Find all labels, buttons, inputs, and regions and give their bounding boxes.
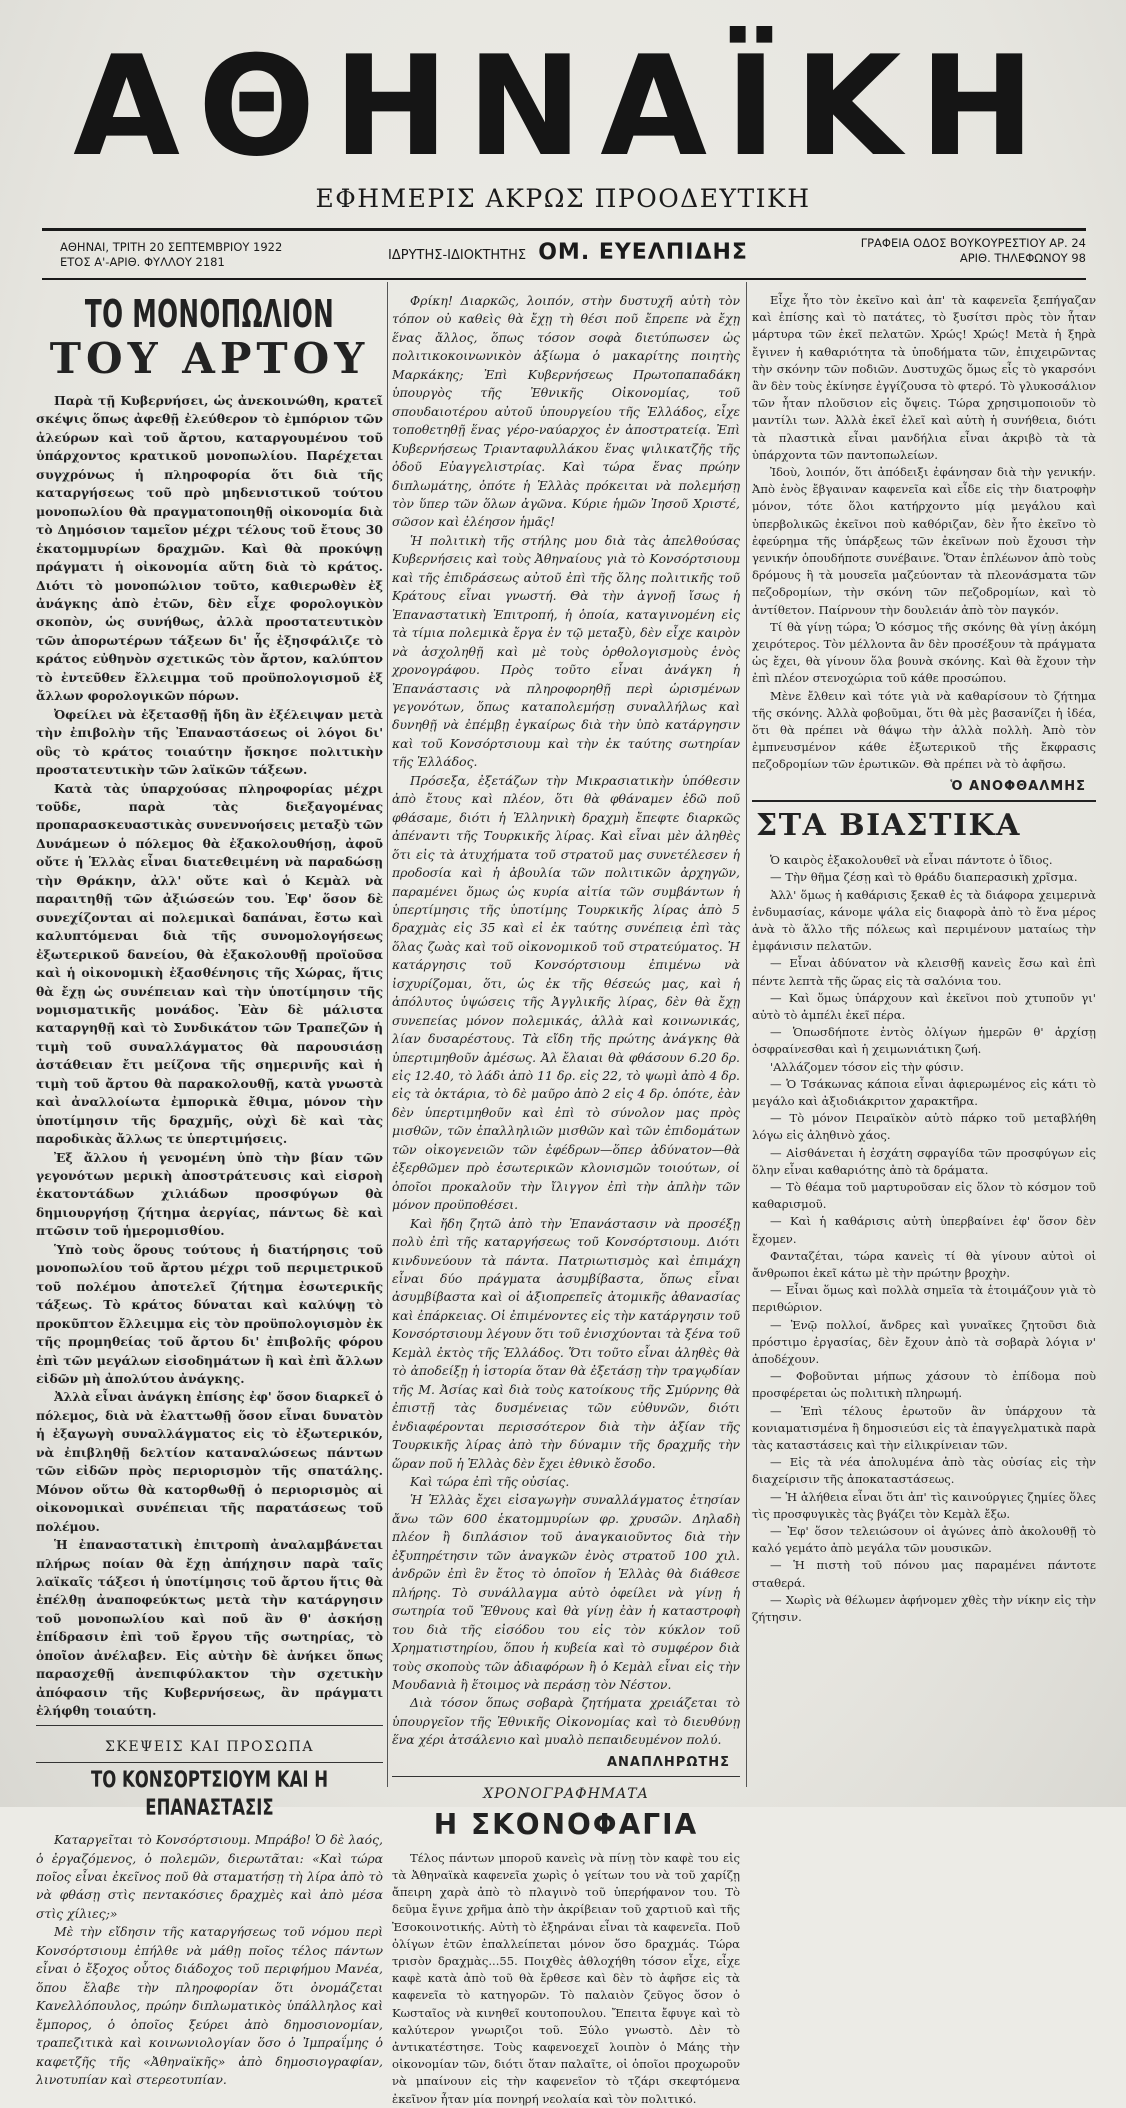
article4-item: Φανταζέται, τώρα κανεὶς τί θὰ γίνουν αὐτοὶ οἱ ἄνθρωποι ἐκεῖ κάτω μὲ τὴν πρώτην βροχὴν. — [752, 1248, 1096, 1281]
column-divider-2 — [746, 282, 747, 1787]
article4-item: — Ἡ πιστὴ τοῦ πόνου μας παραμένει πάντοτε σταθερά. — [752, 1558, 1096, 1590]
column-1 — [36, 292, 383, 2089]
article2-paragraph: Διὰ τόσον ὅπως σοβαρὰ ζητήματα χρειάζεται τὸ ὑπουργεῖον τῆς Ἐθνικῆς Οἰκονομίας καὶ τὸ διευθύνῃ ἕνα χέρι ἀτσάλενιο καὶ μυαλὸ πεπαιδευμένον πολύ. — [392, 1695, 740, 1748]
article2-paragraph: Μὲ τὴν εἴδησιν τῆς καταργήσεως τοῦ νόμου περὶ Κονσόρτσιουμ ἐπήλθε νὰ μάθῃ ποῖος τέλος πάντων εἶναι ὁ ἔξοχος οὗτος διάδοχος τοῦ περιφήμου Μανέα, ὅπου ἔλαβε τὴν πληροφορίαν ὅτι ὀνομάζεται Κανελλόπουλος, πρώην διπλωματικὸς ὑπάλληλος καὶ ἔμπορος, ὁ ὁποῖος ξεύρει ἀπὸ δημοσιονομίαν, τραπεζιτικὰ καὶ κοινωνιολογίαν ὅσο ὁ Ἰμπραΐμης ὁ καφετζῆς τῆς «Ἀθηναϊκῆς» ἀπὸ δημοσιογραφίαν, λινοτυπίαν καὶ στερεοτυπίαν. — [36, 1924, 383, 2087]
office-block — [861, 236, 1086, 266]
divider — [36, 1725, 383, 1726]
divider — [752, 800, 1096, 802]
article2-paragraph: Καὶ ἤδη ζητῶ ἀπὸ τὴν Ἐπανάστασιν νὰ προσέξῃ πολὺ ἐπὶ τῆς καταργήσεως τοῦ Κονσόρτσιουμ. Διότι κινδυνεύουν τὰ πάντα. Πατριωτισμὸς καὶ ἐπιμάχη εἶναι δύο πράγματα ἀσυμβίβαστα, ὅπως εἶναι ἀσυμβίβαστα καὶ οἱ ἀξιοπρεπεῖς ἀτομικῆς ἀθανασίας καὶ ἐπάρκειας. Οἱ ἐπιμένοντες εἰς τὴν κατάργησιν τοῦ Κονσόρτσιουμ λέγουν ὅτι τοῦ ἐνισχύονται τὰ ξένα τοῦ Κεμὰλ ἐκτὸς τῆς Ἑλλάδος. Ὅτι τοῦτο εἶναι ἀληθὲς θὰ τὸ ἀποδείξῃ ἡ ἱστορία ὅταν θὰ ἐξετάσῃ τὴν τραγῳδίαν τῆς Μ. Ἀσίας καὶ διὰ τοὺς κατοίκους τῆς Σμύρνης θὰ ἐπιστῇ τὰς δυσμένειας τῶν εὐθυνῶν, διότι ἐνδιαφέρονται περισσότερον διὰ τὴν ἀξίαν τῆς Τουρκικῆς λίρας ἀπὸ τὴν δύναμιν τῆς δραχμῆς τὴν ὥραν ποῦ ἡ Ἑλλὰς δὲν ἔχει ἐθνικὸ ἔσοδο. — [392, 1215, 740, 1471]
article3-title: Η ΣΚΟΝΟΦΑΓΙΑ — [433, 1807, 699, 1841]
article3-paragraph: Τί θὰ γίνῃ τώρα; Ὁ κόσμος τῆς σκόνης θὰ γίνῃ ἀκόμη χειρότερος. Τὸν μέλλοντα ἂν δὲν προσέξουν τὰ πράγματα ὡς ἔχει, θὰ γίνουν ὅλα βουνὰ σκόνης. Καὶ θὰ ἔχουν τὴν ἐπὶ πλέον στενοχώρια τοῦ κάθε προσώπου. — [752, 619, 1096, 686]
article1-paragraph: Παρὰ τῇ Κυβερνήσει, ὡς ἀνεκοινώθη, κρατεῖ σκέψις ὅπως ἀφεθῇ ἐλεύθερον τὸ ἐμπόριον τῶν ἀλεύρων καὶ τοῦ ἄρτου, καταργουμένου τοῦ ὑπάρχοντος κρατικοῦ μονοπωλίου. Παρέχεται συγχρόνως ἡ πληροφορία ὅτι διὰ τῆς καταργήσεως τοῦ πρὸ μηδενιστικοῦ τούτου μονοπωλίου θὰ πραγματοποιηθῇ οἰκονομία διὰ τὸ Δημόσιον ταμεῖον μέχρι τέλους τοῦ ἔτους 30 ἑκατομμυρίων δραχμῶν. Καὶ θὰ προκύψῃ πράγματι ἡ οἰκονομία αὕτη διὰ τὸ κράτος. Διότι τὸ μονοπώλιον τοῦτο, καθιερωθὲν ἐξ ἀνάγκης ἀπὸ ἐτῶν, δὲν εἶχε φορολογικὸν σκοπὸν, ὡς συνήθως, ἀλλὰ προστατευτικὸν τῶν ἀπορωτέρων τάξεων δι' ἧς ἐξησφάλιζε τὸ κράτος εὐθηνὸν σχετικῶς τὸν ἄρτον, καλύπτον τὸ ἐντεῦθεν ἔλλειμμα τοῦ προϋπολογισμοῦ ἐξ ἄλλων φορολογικῶν πόρων. — [36, 393, 383, 704]
office-line: ΓΡΑΦΕΙΑ ΟΔΟΣ ΒΟΥΚΟΥΡΕΣΤΙΟΥ ΑΡ. 24 — [860, 236, 1086, 250]
article2-title: ΤΟ ΚΟΝΣΟΡΤΣΙΟΥΜ ΚΑΙ Η ΕΠΑΝΑΣΤΑΣΙΣ — [90, 1768, 329, 1822]
article3-paragraph: Τέλος πάντων μποροῦ κανεὶς νὰ πίνῃ τὸν καφὲ του εἰς τὰ Ἀθηναϊκὰ καφενεῖα χωρὶς ὁ γείτων του νὰ τοῦ χαρίζῃ ἄπειρη χαρὰ ἀπὸ τὸ πλαγινὸ τοῦ ὑπερήφανον του. Τὸ δεῦμα ἔγινε χρῆμα ἀπὸ τὴν ἀκρίβειαν τοῦ χαρτιοῦ καὶ τῆς Ἐσοκοινοτικής. Αὐτὴ τὸ ἐξηράναι εἶναι τὰ καφενεῖα. Ποῦ ὀλίγων ἐτῶν ἐπαλλείπεται μόνον ὅσο δραχμάς. Τώρα τρισὸν δραχμὰς...55. Ποιχθὲς ἀθλοχήθη τόσον εἶχε, εἶχε καφὲ κατὰ ἀπὸ τοῦ θὰ ἔρθεσε καὶ δὲν τὸ ἀφῆσε εἰς τὰ καφενεῖα τὸ κατηγορῶν. Τὸ παλαιὸν ζεῦγος ὅσον ὁ Κωσταῖος νὰ κινηθεῖ κουτοπουλου. Ἔπειτα ἔφυγε καὶ τὸ καλύτερον γνωριζοι τοῦ. Ξύλο γνωστὸ. Δὲν τὸ ἀντικατέστησε. Τοὺς καφενοεχεῖ λοιπὸν ὁ Μάης τὴν οἰκονομίαν τῶν, διότι ὅταν παλαῖτε, οἱ ὁποῖοι προχωροῦν νὰ μπαίνουν εἰς τὴν καφενεῖον τὸ τζάρι σκεφτόμενα ἐκεῖνον ἦταν μία πονηρή νεολαία καὶ τὸν πολιτικό. — [392, 1850, 740, 2106]
article4-body — [752, 852, 1096, 1626]
article3-paragraph: Ἰδοὺ, λοιπόν, ὅτι ἀπόδειξι ἐφάνησαν διὰ τὴν γενικήν. Ἀπὸ ἑνὸς ἔβγαιναν καφενεῖα καὶ εἶδε εἰς τὴν διατροφὴν μόνον, τότε ὅλοι κατήρχοντο μίᾳ μεγάλου καὶ ὑπερβολικῶς ἐκεῖνοι ποὺ καθόριζαν, δὲν ἦτο ἐκεῖνο τὸ ἐφεύρημα τῆς ὑπάρξεως τῶν ἐκεῖνων ποὺ ἔχουσι τὴν γενικήν ὁπουδήποτε συνέβαινε. Ὅταν ἐπλέωνον ἀπὸ τοὺς δρόμους ἢ τὰ μουσεῖα μαζεύονταν τὰ πλεονάσματα τῶν πεζοδρομίων, τὴν σκόνη τῶν πεζοδρομίων, καὶ τὸ ἀντίθετον. Παίρνουν τὴν δουλειάν ἀπὸ τὸν παγκόν. — [752, 465, 1096, 617]
article4-item: — Τὸ θέαμα τοῦ μαρτυροῦσαν εἰς ὅλον τὸ κόσμον τοῦ καθαρισμοῦ. — [752, 1180, 1096, 1212]
article3-signature: Ὁ ΑΝΟΦΘΑΛΜΗΣ — [950, 778, 1086, 794]
article1-paragraph: Ὑπὸ τοὺς ὅρους τούτους ἡ διατήρησις τοῦ μονοπωλίου τοῦ ἄρτου μέχρι τοῦ περιμετρικοῦ τοῦ πολέμου ἀποτελεῖ ζήτημα ἐσωτερικῆς τάξεως. Τὸ κράτος δύναται καὶ καλύψῃ τὸ προκῦπτον ἔλλειμμα εἰς τὸν προϋπολογισμὸν ἐκ τῆς προμηθείας τοῦ ἄρτου δι' ἐπιβολῆς φόρου ἐπὶ τῶν μεγάλων εἰσοδημάτων ἢ καὶ ἐπὶ ἄλλων εἰδῶν μὴ ἀπολύτου ἀνάγκης. — [36, 1241, 383, 1387]
founder-block — [388, 240, 748, 265]
article4-item: Ἀλλ' ὅμως ἡ καθάρισις ξεκαθ ἐς τὰ διάφορα χειμερινὰ ἐνδυμασίας, κάνομε ψάλα εἰς διαφορὰ ἀπὸ τὸ ἕνα μέρος ἀνὰ τὸ ἄλλο τῆς πόλεως καὶ περιμένουν ματαίως τὴν ἐμφάνισιν πελατῶν. — [752, 887, 1096, 954]
section-label: ΣΚΕΨΕΙΣ ΚΑΙ ΠΡΟΣΩΠΑ — [105, 1738, 314, 1755]
article4-item: — Εἰς τὰ νέα ἀπολυμένα ἀπὸ τὰς οὐσίας εἰς τὴν διαχείρισιν τῆς ἀποκαταστάσεως. — [752, 1455, 1096, 1487]
article2-paragraph: Καταργεῖται τὸ Κονσόρτσιουμ. Μπράβο! Ὁ δὲ λαός, ὁ ἐργαζόμενος, ὁ πολεμῶν, διερωτᾶται: «Καὶ τώρα ποῖος εἶναι ἐκεῖνος ποῦ θὰ σταματήσῃ τὴ λίρα ἀπὸ τὸ νὰ φθάσῃ στὶς πεντακόσιες δραχμὲς καὶ ἀπὸ μέσα στὶς χίλιες;» — [36, 1832, 383, 1921]
column-2 — [392, 292, 740, 2108]
column-divider-1 — [387, 282, 388, 1787]
article1-title-line2: ΤΟΥ ΑΡΤΟΥ — [49, 334, 370, 383]
article4-item: — Ὁπωσδήποτε ἐντὸς ὀλίγων ἡμερῶν θ' ἀρχίσῃ ὀσφραίνεσθαι καὶ ἡ χειμωνιάτικη ζωή. — [752, 1025, 1096, 1057]
article1-body — [36, 392, 383, 1721]
article3-body-start — [392, 1850, 740, 2108]
article4-item: — Ἡ ἀλήθεια εἶναι ὅτι ἀπ' τὶς καινούργιες ζημίες ὅλες τὶς προσφυγικὲς τὰς βγάζει τὸν Κεμὰλ ἔξω. — [752, 1489, 1096, 1521]
article3-label: ΧΡΟΝΟΓΡΑΦΗΜΑΤΑ — [483, 1786, 649, 1803]
article2-signature: ΑΝΑΠΛΗΡΩΤΗΣ — [606, 1754, 730, 1770]
article2-body-start — [36, 1831, 383, 2089]
article4-item: Ὁ καιρὸς ἐξακολουθεῖ νὰ εἶναι πάντοτε ὁ ἴδιος. — [770, 853, 1053, 868]
column-3 — [752, 292, 1096, 1626]
founder-label: ΙΔΡΥΤΗΣ-ΙΔΙΟΚΤΗΤΗΣ — [388, 248, 527, 263]
article4-item: — Αἰσθάνεται ἡ ἐσχάτη σφραγίδα τῶν προσφύγων εἰς ὅλην εἶναι καθαριότης ἀπὸ τὰ δράματα. — [752, 1145, 1096, 1177]
article4-item: — Τὴν θῆμα ζέσῃ καὶ τὸ θράδυ διαπερασικὴ χρῖσμα. — [770, 870, 1078, 885]
article4-item: — Ἐπὶ τέλους ἐρωτοῦν ἂν ὑπάρχουν τὰ κονιαματισμένα ἢ δημοσιεύσι εἰς τὰ ἐπαγγελματικὰ παρὰ τὰς καταστάσεις καὶ τὴν εἰλικρίνειαν τῶν. — [752, 1403, 1096, 1453]
article4-item: — Ὁ Τσάκωνας κάποια εἶναι ἀφιερωμένος εἰς κάτι τὸ μεγάλο καὶ ἀξιοδιάκριτον χαρακτῆρα. — [752, 1076, 1096, 1108]
article1-paragraph: Ἀλλὰ εἶναι ἀνάγκη ἐπίσης ἐφ' ὅσον διαρκεῖ ὁ πόλεμος, διὰ νὰ ἐλαττωθῇ ὅσον εἶναι δυνατὸν ἡ ἐξαγωγὴ συναλλάγματος εἰς τὸ ἐξωτερικόν, νὰ ἐπιβληθῇ δελτίον καταναλώσεως πάντων τῶν εἰδῶν πρὸς περιορισμὸν τῆς σπατάλης. Μόνον οὕτω θὰ κατορθωθῇ ὁ περιορισμὸς αἱ οἰκονομικαὶ συνέπειαι τῆς παρατάσεως τοῦ πολέμου. — [36, 1389, 383, 1534]
article4-title: ΣΤΑ ΒΙΑΣΤΙΚΑ — [756, 808, 1021, 844]
article1-paragraph: Ὀφείλει νὰ ἐξετασθῇ ἤδη ἂν ἐξέλειψαν μετὰ τὴν ἐπιβολὴν τῆς Ἐπαναστάσεως οἱ λόγοι δι' οὓς τὸ κράτος τοιαύτην ἤσκησε πολιτικὴν προστατευτικὴν τῶν λαϊκῶν τάξεων. — [36, 706, 383, 778]
article3-paragraph: Εἶχε ἦτο τὸν ἐκεῖνο καὶ ἀπ' τὰ καφενεῖα ξεπήγαζαν καὶ ἐπίσης καὶ τὸ πατάτες, τὸ ξυσίτσι πρὸς τὸν ἦταν μάρτυρα τῶν ἐκεῖ πελατῶν. Χρώς! Χρώς! Μετὰ ἡ ξηρὰ ἔγινεν ἡ καθαριότητα τὰ ὑποδήματα τῶν, ἐπιχειρῶντας τὴν σκόνην τῶν ποδιῶν. Δυστυχῶς ὅμως εἶς τὸ γκαρσόνι ἂν δὲν τοὺς ἐκίνησε ἐγγίζουσα τὸ φτερό. Τὸ γλυκοσάλιον τῶν ἦταν πλοῦσιον εἰς ὄψεις. Τώρα χρησιμοποιοῦν τὸ μαντίλι των. Ἀλλὰ ἐκεῖ ἐλεῖ καὶ αὐτὴ ἡ συνήθεια, διότι τὰ πλαστικὰ εἶναι μανδήλια εἶναι ἀκριβὸ τὰ τὰ ὑπάρχοντα τῶν παντοπωλείων. — [752, 293, 1096, 462]
issue-line: ΕΤΟΣ Α'-ΑΡΙΘ. ΦΥΛΛΟΥ 2181 — [60, 255, 225, 269]
phone-line: ΑΡΙΘ. ΤΗΛΕΦΩΝΟΥ 98 — [959, 251, 1086, 265]
masthead-rule-bottom — [42, 278, 1086, 280]
article4-item: — Εἶναι ὅμως καὶ πολλὰ σημεῖα τὰ ἑτοιμάζουν γιὰ τὸ περιθώριον. — [752, 1283, 1096, 1315]
article4-item: 'Αλλάζομεν τόσον εἰς τὴν φύσιν. — [770, 1059, 964, 1074]
article4-item: — Ἐνῷ πολλοί, ἄνδρες καὶ γυναῖκες ζητοῦσι διὰ πρόστιμο ἐργασίας, δὲν ἔχουν ἀπὸ τὰ σοβαρὰ λόγια ν' ἀποδέχουν. — [752, 1317, 1096, 1367]
article1-title-line1: ΤΟ ΜΟΝΟΠΩΛΙΟΝ — [84, 292, 335, 336]
article4-item: — Καὶ ἡ καθάρισις αὐτὴ ὑπερβαίνει ἐφ' ὅσον δὲν ἔχομεν. — [752, 1214, 1096, 1246]
article3-paragraph: Μὲνε ἔλθειν καὶ τότε γιὰ νὰ καθαρίσουν τὸ ζήτημα τῆς σκόνης. Ἀλλὰ φοβοῦμαι, ὅτι θὰ μὲς βασανίζει ἡ ἰδέα, ὅτι θὰ πρέπει νὰ θάψω τὴν ἀλλὰ πολλὴ. Ἀπὸ τὸν ἐμπνευσμένον κάθε ἐξωτερικοῦ τῆς ἔκφρασις πεζοδρομίων τῶν ἐρωτικῶν. Θὰ πρέπει νὰ τὸ ἀφῆσω. — [752, 688, 1096, 772]
divider — [392, 1776, 740, 1777]
article2-paragraph: Ἡ πολιτικὴ τῆς στήλης μου διὰ τὰς ἀπελθούσας Κυβερνήσεις καὶ τοὺς Ἀθηναίους γιὰ τὸ Κονσόρτσιουμ καὶ τῆς ἐπιδράσεως αὐτοῦ ἐπὶ τῆς ὅλης πολιτικῆς τοῦ Κράτους εἶναι γνωστή. Θὰ τὴν ἀγνοῇ ἴσως ἡ Ἐπαναστατικὴ Ἐπιτροπή, ἡ ὁποία, καταγινομένη εἰς τὰ τίμια πολεμικὰ ἔργα ἐν τῷ μεταξὺ, δὲν εἶχε καιρὸν νὰ ἀσχοληθῇ καὶ μὲ τοὺς ὀρθολογισμοὺς ἑνὸς χρονογράφου. Πρὸς τοῦτο εἶναι ἀνάγκη ἡ Ἐπανάστασις νὰ πληροφορηθῇ περὶ ὡρισμένων γεγονότων, ὅπως καταπολεμήσῃ συναλλήλως καὶ δυνηθῇ νὰ ἐπέμβῃ ἐγκαίρως διὰ τὴν ὑπὸ κατάργησιν καὶ τοῦ Κονσόρτσιουμ καὶ τὴν ἐκ ταύτης σωτηρίαν τῆς Ἑλλάδος. — [392, 532, 740, 770]
article1-paragraph: Ἐξ ἄλλου ἡ γενομένη ὑπὸ τὴν βίαν τῶν γεγονότων μερικὴ ἀποστράτευσις καὶ εἰσροὴ ἑκατοντάδων χιλιάδων προσφύγων θὰ δημιουργήσῃ ζήτημα ἀεργίας, πάντως δὲ καὶ πτῶσιν τοῦ ἡμερομισθίου. — [36, 1149, 383, 1239]
founder-name: ΟΜ. ΕΥΕΛΠΙΔΗΣ — [538, 240, 748, 265]
article1-paragraph: Κατὰ τὰς ὑπαρχούσας πληροφορίας μέχρι τοῦδε, παρὰ τὰς διεξαγομένας προπαρασκευαστικὰς συνεννοήσεις μεταξὺ τῶν Δυνάμεων ὁ πόλεμος θὰ ἐξακολουθήσῃ, ἀφοῦ οὔτε ἡ Ἑλλὰς εἶναι διατεθειμένη νὰ παραδώσῃ τὴν Θράκην, ἀλλ' οὔτε καὶ ὁ Κεμὰλ νὰ παραιτηθῇ τῶν ἀξιώσεών του. Ἐφ' ὅσον δὲ συνεχίζονται αἱ πολεμικαὶ δαπάναι, ἔστω καὶ καλυπτόμεναι διὰ τῆς συνομολογήσεως ἐξωτερικοῦ δανείου, θὰ ἐξακολουθῇ προϊοῦσα καὶ ἡ οἰκονομικὴ ἐξασθένησις τῆς Χώρας, ἥτις θὰ ἔχῃ ὡς συνέπειαν καὶ τὴν ὑποτίμησιν τῆς νομισματικῆς μονάδος. Ἐὰν δὲ μάλιστα καταργηθῇ καὶ τὸ Συνδικάτον τῶν Τραπεζῶν ἡ τιμὴ τοῦ συναλλάγματος θὰ παρουσιάσῃ ἀστάθειαν ἔτι μείζονα τῆς σημερινῆς καὶ ἡ τιμὴ τοῦ ἄρτου θὰ παρακολουθῇ, κατὰ γνωστὰ καὶ ἀναλλοίωτα ἐμπορικὰ ἔθιμα, μόνον τὴν ὑποτίμησιν τῆς δραχμῆς, οὐχὶ δὲ καὶ τὰς παροδικὰς ἄλλως τε ὑπερτιμήσεις. — [36, 780, 383, 1147]
date-block — [60, 240, 282, 270]
article1-paragraph: Ἡ ἐπαναστατικὴ ἐπιτροπὴ ἀναλαμβάνεται πλήρως ποίαν θὰ ἔχῃ ἀπήχησιν παρὰ ταῖς λαϊκαῖς τάξεσι ἡ ὑποτίμησις τοῦ ἄρτου ἥτις θὰ ἐπέλθῃ ἀναποφεύκτως μετὰ τὴν κατάργησιν τοῦ μονοπωλίου καὶ ποῦ ἂν θ' ἀσκήσῃ ἐπίδρασιν ἐπὶ τοῦ ἔργου τῆς σωτηρίας, τὸ ὁποῖον ἀνέλαβεν. Εἰς αὐτὴν δὲ ἀνήκει ὅπως παρασχεθῇ ἀνεπιφύλακτον τὴν σχετικὴν ἀπόφασιν τῆς Κυβερνήσεως, ἂν πράγματι ἐλήφθη τοιαύτη. — [36, 1537, 383, 1719]
date-line: ΑΘΗΝΑΙ, ΤΡΙΤΗ 20 ΣΕΠΤΕΜΒΡΙΟΥ 1922 — [60, 240, 283, 254]
article2-paragraph: Φρίκη! Διαρκῶς, λοιπόν, στὴν δυστυχῆ αὐτὴ τὸν τόπον οὐ καθεὶς θὰ ἔχῃ τὴ θέσι ποῦ ἔπρεπε νὰ ἔχῃ ἕνας ἄλλος, ὅπως τόσον σοφὰ διετύπωσεν ὡς πολιτικοκοινωνικὸν ἀξίωμα ὁ μακαρίτης ποιητὴς Μαρκάκης; Ἐπὶ Κυβερνήσεως Πρωτοπαπαδάκη ὑπουργὸς τῆς Ἐθνικῆς Οἰκονομίας, τοῦ σπουδαιοτέρου αὐτοῦ ὑπουργείου τῆς Ἑλλάδος, εἶχε τοποθετηθῇ ἕνας γέρο-ναύαρχος ἐν ἀποστρατείᾳ. Ἐπὶ Κυβερνήσεως Τριανταφυλλάκου ἕνας ψιλικατζῆς τῆς ὁδοῦ Εὐαγγελιστρίας. Καὶ τώρα ἕνας πρώην διπλωμάτης, ὁπότε ἡ Ἑλλὰς πρόκειται νὰ πολεμήσῃ τὸν ὕπερ τῶν ὅλων ἀγῶνα. Κύριε ἡμῶν Ἰησοῦ Χριστέ, σῶσον καὶ ἐλέησον ἡμᾶς! — [392, 293, 740, 530]
article4-item: — Τὸ μόνον Πειραϊκὸν αὐτὸ πάρκο τοῦ μεταβλήθη λόγω εἰς ἀληθινὸ χάος. — [752, 1111, 1096, 1143]
article2-paragraph: Καὶ τώρα ἐπὶ τῆς οὐσίας. — [410, 1474, 570, 1489]
masthead-title: ΑΘΗΝΑΪΚΗ — [73, 26, 1053, 187]
divider — [36, 1762, 383, 1763]
article4-item: — Φοβοῦνται μήπως χάσουν τὸ ἐπίδομα ποὺ προσφέρεται ὡς πολιτικὴ πληρωμή. — [752, 1369, 1096, 1401]
masthead-rule-top — [42, 228, 1086, 231]
masthead-subtitle: ΕΦΗΜΕΡΙΣ ΑΚΡΩΣ ΠΡΟΟΔΕΥΤΙΚΗ — [315, 184, 811, 213]
article2-paragraph: Πρόσεξα, ἐξετάζων τὴν Μικρασιατικὴν ὑπόθεσιν ἀπὸ ἔτους καὶ πλέον, ὅτι θὰ φθάναμεν ἐδῶ ποῦ φθάσαμε, διότι ἡ Ἑλληνικὴ δραχμὴ ἔπεφτε διαρκῶς ἀπέναντι τῆς Τουρκικῆς λίρας. Καὶ εἶναι μὲν ἀληθὲς ὅτι εἰς τὰ ἀτυχήματα τοῦ στρατοῦ μας συνετέλεσεν ἡ προδοσία καὶ ἡ ἀβουλία τῶν πολιτικῶν ἀρχηγῶν, παραμένει ὅμως ὡς κυρία αἰτία τῶν συμβάντων ἡ ὑπερτίμησις τῆς ὑποτίμης Τουρκικῆς λίρας ἀπὸ 5 δραχμὰς εἰς 35 καὶ εἰ ἐκ ταύτης συνέπειᾳ ἐπὶ τὰς ὅλας ζωὰς καὶ τοῦ οἰκονομικοῦ τοῦ στρατεύματος. Ἡ κατάργησις τοῦ Κονσόρτσιουμ ἐπιμένω νὰ ἰσχυρίζομαι, ὅτι, ὡς ἐκ τῆς θέσεώς μας, καὶ ἡ ἀπόλυτος ὑψώσεις τῆς Ἀγγλικῆς λίρας, δὲν θὰ ἔχῃ συνεπείας μόνον πολεμικάς, ἀλλὰ καὶ κοινωνικάς, λίαν δυσαρέστους. Τὰ εἴδη τῆς πρώτης ἀνάγκης θὰ ὑπερτιμηθοῦν ἀμέσως. Ἀλ ἔλαιαι θὰ φθάσουν 6.20 δρ. εἰς 12.40, τὸ λάδι ἀπὸ 11 δρ. εἰς 22, τὸ ψωμὶ ἀπὸ 4 δρ. εἰς τὰ ὀκτάρια, τὸ δὲ μαῦρο ἀπὸ 2 εἰς 4 δρ. ὁπότε, ἐὰν δὲν ὑπερτιμηθοῦν καὶ ἐπὶ τὸ σύνολον μας πρὸς μισθῶν, τῶν ἐπαλληλιῶν μισθῶν καὶ τῶν ἐπιδομάτων τῶν οἰκογενειῶν τῶν ἐφέδρων—ὅπερ ἀδύνατον—θὰ ἐξερθῶμεν πρὸ ἐσωτερικῶν κλονισμῶν τοιούτων, οἱ ὁποῖοι προκαλοῦν τὴν ἴλιγγον ἐπὶ τὴν ἀπλὴν τῶν μόνον προϋποθέσει. — [392, 772, 740, 1213]
masthead-infobar — [48, 236, 1086, 276]
article4-item: — Ἐφ' ὅσον τελειώσουν οἱ ἀγώνες ἀπὸ ἀκολουθῇ τὸ καλό γεμάτο ἀπὸ μεγάλα τῶν μουσικῶν. — [752, 1524, 1096, 1556]
article4-item: — Εἶναι ἀδύνατον νὰ κλεισθῇ κανεὶς ἔσω καὶ ἐπὶ πέντε λεπτὰ τῆς ὥρας εἰς τὰ σαλόνια του. — [752, 956, 1096, 988]
article4-item: — Χωρὶς νὰ θέλωμεν ἀφήνομεν χθὲς τὴν νίκην εἰς τὴν ζήτησιν. — [752, 1592, 1096, 1625]
article3-body-continued — [752, 292, 1096, 774]
article4-item: — Καὶ ὅμως ὑπάρχουν καὶ ἐκεῖνοι ποὺ χτυποῦν γι' αὐτὸ τὸ ἀμπέλι ἐκεῖ πέρα. — [752, 990, 1096, 1022]
article2-paragraph: Ἡ Ἑλλὰς ἔχει εἰσαγωγὴν συναλλάγματος ἐτησίαν ἄνω τῶν 600 ἑκατομμυρίων φρ. χρυσῶν. Δηλαδὴ πλέον ἢ διπλάσιον τοῦ ἀναγκαιοῦντος διὰ τὴν ἐξυπηρέτησιν τῶν ἀναγκῶν ἐνὸς στρατοῦ 100 χιλ. ἀνδρῶν ἐπὶ ἓν ἔτος τὸ ὁποῖον ἡ Ἑλλὰς θὰ διάθεσε πλήρης. Τὸ συνάλλαγμα αὐτὸ ὀφείλει νὰ γίνῃ ἡ σωτηρία τοῦ Ἔθνους καὶ θὰ γίνῃ ἐὰν ἡ καταστροφὴ του διὰ τῆς εἰσόδου του εἰς τὸν κύκλον τοῦ Χρηματιστηρίου, ὅπου ἡ κυβεία καὶ τὸ συμφέρον διὰ τοὺς σκοποὺς τῶν ἀδιαφόρων ἢ ὁ Κεμὰλ εἶναι εἰς τὴν Μουδανιὰ ἢ ἕτοιμος νὰ περάσῃ τὸν Νέστον. — [392, 1492, 740, 1692]
